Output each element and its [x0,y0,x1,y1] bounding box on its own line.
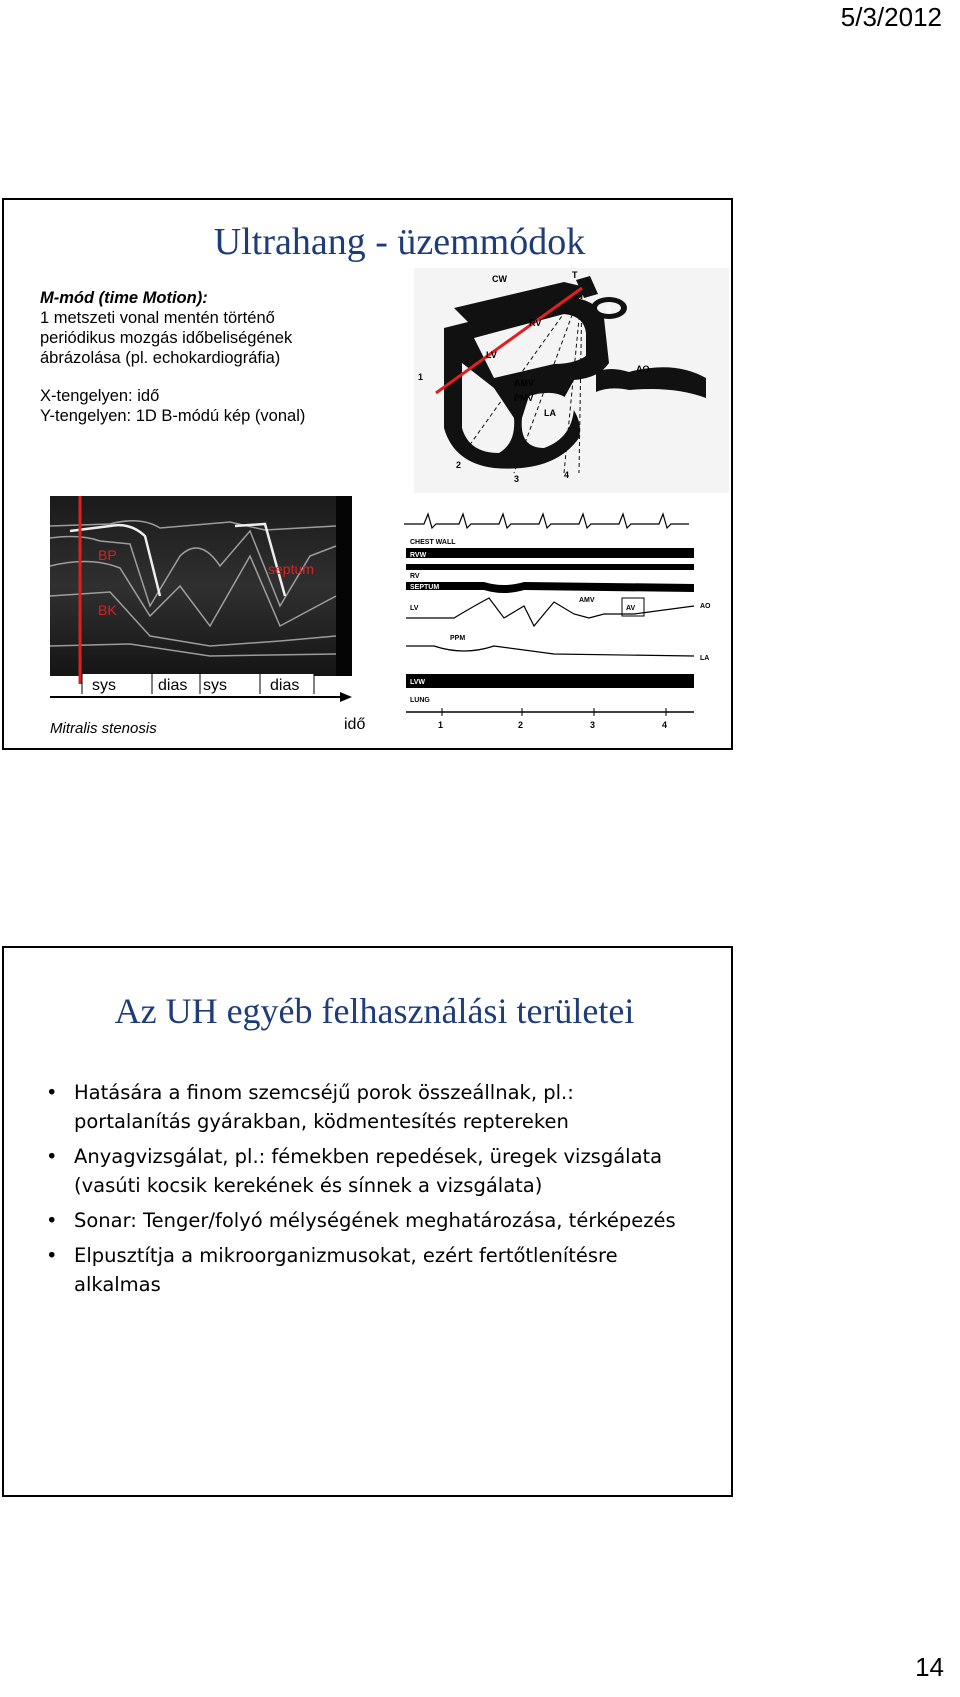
bullet-item [44,1206,704,1235]
echo-mmode-image [50,496,380,706]
x-axis-note: X-tengelyen: idő [40,387,160,405]
heart-label: T [572,270,578,280]
phase-label: sys [92,677,116,694]
heart-cross-section-diagram [414,268,729,493]
mmode-diagram-label: LUNG [410,697,430,704]
heart-label: LA [544,408,556,418]
heart-label: 4 [564,470,570,480]
bullet-text: • Sonar: Tenger/folyó mélységének meghatározása, térképezés [74,1209,676,1232]
phase-label: sys [203,677,227,694]
heart-label: LV [486,350,497,360]
mmode-diagram-label: LA [700,655,710,662]
phase-label: dias [158,677,188,694]
slide-title: Ultrahang - üzemmódok [213,221,586,263]
mmode-diagram-label: RVW [410,552,427,559]
caption-mitralis-stenosis: Mitralis stenosis [50,720,157,737]
heart-label: CW [492,274,507,284]
bullet-list [44,1078,704,1305]
slide-other-uses [2,946,733,1497]
slide-ultrasound-modes [2,198,733,750]
mmode-line-diagram [404,506,729,736]
mmode-tick-label: 1 [438,720,444,730]
mmode-diagram-label: CHEST WALL [410,539,456,546]
mmode-line: periódikus mozgás időbeliségének [40,329,293,347]
mmode-line: ábrázolása (pl. echokardiográfia) [40,349,281,367]
heart-label: 3 [514,474,520,484]
mmode-diagram-label: AO [700,603,711,610]
heart-label: AMV [514,378,534,388]
mmode-diagram-label: LVW [410,679,426,686]
slide-title: Az UH egyéb felhasználási területei [114,991,635,1031]
page-number: 14 [915,1652,944,1682]
caption-time: idő [344,716,366,733]
bullet-text: alkalmas [74,1273,161,1296]
mmode-tick-label: 4 [662,720,668,730]
echo-label-bk: BK [98,602,117,618]
heart-label: 1 [418,372,424,382]
bullet-text: • Anyagvizsgálat, pl.: fémekben repedések, üregek vizsgálata [74,1145,663,1168]
mmode-heading: M-mód (time Motion): [40,289,208,307]
mmode-tick-label: 2 [518,720,524,730]
heart-label: PMV [514,393,534,403]
bullet-item [44,1241,704,1299]
heart-label: AO [636,364,650,374]
y-axis-note: Y-tengelyen: 1D B-módú kép (vonal) [40,407,306,425]
mmode-diagram-label: LV [410,605,419,612]
phase-label: dias [270,677,300,694]
mmode-diagram-label: AMV [579,597,595,604]
echo-label-septum: septum [268,561,314,577]
bullet-item [44,1078,704,1136]
mmode-diagram-label: SEPTUM [410,584,440,591]
heart-label: S [606,304,613,314]
mmode-diagram-label: RV [410,573,420,580]
mmode-diagram-label: AV [626,605,636,612]
bullet-text: portalanítás gyárakban, ködmentesítés reptereken [74,1110,569,1133]
mmode-tick-label: 3 [590,720,596,730]
mmode-diagram-label: PPM [450,635,466,642]
mmode-line: 1 metszeti vonal mentén történő [40,309,275,327]
bullet-item [44,1142,704,1200]
mmode-description [40,288,305,426]
slide-date: 5/3/2012 [840,2,942,32]
bullet-text: • Elpusztítja a mikroorganizmusokat, ezért fertőtlenítésre [74,1244,618,1267]
heart-label: RV [529,318,542,328]
bullet-text: (vasúti kocsik kerekének és sínnek a vizsgálata) [74,1174,543,1197]
echo-label-bp: BP [98,547,117,563]
heart-label: 2 [456,460,462,470]
bullet-text: • Hatására a finom szemcséjű porok összeállnak, pl.: [74,1081,574,1104]
